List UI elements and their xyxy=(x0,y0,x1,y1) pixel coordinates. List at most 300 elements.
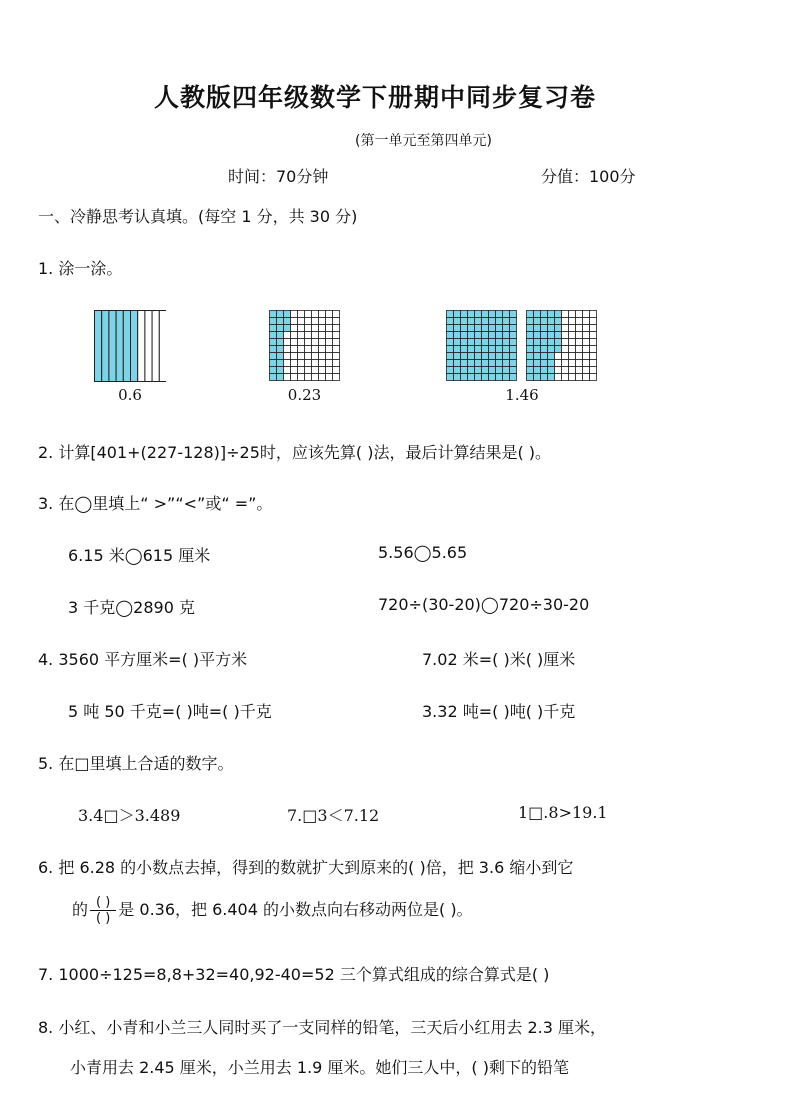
grid-cell xyxy=(489,339,496,346)
grid-cell xyxy=(569,374,576,381)
grid-cell xyxy=(333,367,340,374)
grid-cell xyxy=(583,374,590,381)
grid-cell xyxy=(475,339,482,346)
grid-cell xyxy=(461,374,468,381)
grid-cell xyxy=(548,311,555,318)
question-6-line-1: 6. 把 6.28 的小数点去掉，得到的数就扩大到原来的( )倍，把 3.6 缩小到它 xyxy=(38,858,574,877)
grid-cell xyxy=(270,311,277,318)
grid-cell xyxy=(541,339,548,346)
grid-cell xyxy=(548,346,555,353)
grid-cell xyxy=(319,367,326,374)
grid-cell xyxy=(590,353,597,360)
grid-cell xyxy=(319,353,326,360)
grid-cell xyxy=(555,374,562,381)
grid-cell xyxy=(555,325,562,332)
grid-cell xyxy=(291,332,298,339)
grid-cell xyxy=(461,339,468,346)
grid-cell xyxy=(468,360,475,367)
grid-cell xyxy=(291,311,298,318)
grid-cell xyxy=(583,318,590,325)
fraction-figure-0-6 xyxy=(94,310,166,382)
grid-cell xyxy=(475,346,482,353)
grid-cell xyxy=(284,374,291,381)
grid-cell xyxy=(583,360,590,367)
grid-cell xyxy=(548,339,555,346)
grid-cell xyxy=(489,318,496,325)
grid-cell xyxy=(284,367,291,374)
grid-cell xyxy=(326,318,333,325)
grid-cell xyxy=(312,332,319,339)
grid-cell xyxy=(590,367,597,374)
grid-cell xyxy=(590,346,597,353)
grid-cell xyxy=(312,367,319,374)
grid-cell xyxy=(534,374,541,381)
grid-cell xyxy=(333,332,340,339)
grid-cell xyxy=(590,325,597,332)
grid-cell xyxy=(298,360,305,367)
grid-cell xyxy=(496,353,503,360)
grid-cell xyxy=(482,339,489,346)
question-8-line-1: 8. 小红、小青和小兰三人同时买了一支同样的铅笔，三天后小红用去 2.3 厘米， xyxy=(38,1018,606,1037)
grid-cell xyxy=(454,374,461,381)
grid-cell xyxy=(461,318,468,325)
grid-cell xyxy=(270,353,277,360)
question-6-line-2 xyxy=(72,895,473,926)
grid-cell xyxy=(270,346,277,353)
grid-cell xyxy=(319,346,326,353)
grid-cell xyxy=(284,318,291,325)
grid-cell xyxy=(333,325,340,332)
fraction-figure-1-46 xyxy=(446,310,598,381)
grid-cell xyxy=(534,367,541,374)
question-3a: 6.15 米◯615 厘米 xyxy=(68,546,211,565)
fraction-numerator: ( ) xyxy=(90,895,116,911)
grid-cell xyxy=(305,367,312,374)
grid-cell xyxy=(482,346,489,353)
question-4a: 4. 3560 平方厘米=( )平方米 xyxy=(38,650,248,669)
grid-cell xyxy=(454,367,461,374)
grid-cell xyxy=(527,360,534,367)
grid-cell xyxy=(298,325,305,332)
fraction-figure-0-23 xyxy=(269,310,340,381)
strip-cell xyxy=(159,311,166,382)
grid-cell xyxy=(277,367,284,374)
grid-cell xyxy=(461,346,468,353)
grid-cell xyxy=(534,339,541,346)
grid-cell xyxy=(326,325,333,332)
grid-cell xyxy=(319,325,326,332)
grid-cell xyxy=(468,311,475,318)
grid-cell xyxy=(298,374,305,381)
grid-cell xyxy=(312,311,319,318)
grid-cell xyxy=(510,346,517,353)
page-title: 人教版四年级数学下册期中同步复习卷 xyxy=(153,83,596,112)
grid-cell xyxy=(576,318,583,325)
grid-cell xyxy=(569,346,576,353)
grid-cell xyxy=(583,353,590,360)
grid-cell xyxy=(534,360,541,367)
grid-cell xyxy=(496,360,503,367)
grid-cell xyxy=(305,353,312,360)
grid-cell xyxy=(305,360,312,367)
grid-cell xyxy=(447,339,454,346)
grid-cell xyxy=(468,353,475,360)
grid-cell xyxy=(312,374,319,381)
grid-cell xyxy=(576,311,583,318)
grid-cell xyxy=(583,339,590,346)
grid-cell xyxy=(510,367,517,374)
grid-cell xyxy=(548,367,555,374)
grid-cell xyxy=(510,318,517,325)
grid-cell xyxy=(555,339,562,346)
grid-cell xyxy=(583,332,590,339)
grid-cell xyxy=(555,318,562,325)
question-2: 2. 计算[401+(227-128)]÷25时，应该先算( )法，最后计算结果是( )。 xyxy=(38,443,552,462)
grid-cell xyxy=(534,353,541,360)
grid-cell xyxy=(333,318,340,325)
strip-cell xyxy=(145,311,152,382)
grid-cell xyxy=(447,325,454,332)
grid-cell xyxy=(576,332,583,339)
grid-cell xyxy=(454,311,461,318)
grid-cell xyxy=(496,339,503,346)
grid-cell xyxy=(270,332,277,339)
grid-cell xyxy=(583,311,590,318)
grid-cell xyxy=(312,353,319,360)
grid-cell xyxy=(496,332,503,339)
question-5c: 1□.8>19.1 xyxy=(518,803,608,822)
question-5a: 3.4□＞3.489 xyxy=(78,806,181,825)
grid-cell xyxy=(569,332,576,339)
grid-cell xyxy=(527,325,534,332)
grid-cell xyxy=(510,339,517,346)
grid-cell xyxy=(454,318,461,325)
grid-cell xyxy=(555,360,562,367)
grid-cell xyxy=(319,374,326,381)
grid-cell xyxy=(489,346,496,353)
grid-cell xyxy=(284,346,291,353)
grid-cell xyxy=(270,325,277,332)
grid-cell xyxy=(590,374,597,381)
grid-cell xyxy=(503,311,510,318)
grid-cell xyxy=(291,339,298,346)
grid-cell xyxy=(461,367,468,374)
grid-cell xyxy=(447,360,454,367)
grid-cell xyxy=(447,346,454,353)
grid-cell xyxy=(461,311,468,318)
grid-cell xyxy=(590,339,597,346)
grid-cell xyxy=(583,367,590,374)
grid-cell xyxy=(447,332,454,339)
grid-cell xyxy=(468,374,475,381)
grid-cell xyxy=(461,325,468,332)
figure-caption-0-6: 0.6 xyxy=(118,386,142,404)
grid-cell xyxy=(482,325,489,332)
grid-cell xyxy=(475,374,482,381)
grid-cell xyxy=(326,339,333,346)
strip-cell xyxy=(131,311,138,382)
grid-cell xyxy=(475,325,482,332)
grid-cell xyxy=(468,318,475,325)
grid-cell xyxy=(503,360,510,367)
grid-cell xyxy=(305,374,312,381)
fraction-denominator: ( ) xyxy=(96,911,111,926)
grid-cell xyxy=(482,332,489,339)
grid-cell xyxy=(482,318,489,325)
grid-cell xyxy=(482,353,489,360)
grid-cell xyxy=(270,318,277,325)
grid-cell xyxy=(562,325,569,332)
grid-cell xyxy=(284,339,291,346)
grid-cell xyxy=(277,339,284,346)
grid-cell xyxy=(541,318,548,325)
grid-cell xyxy=(510,325,517,332)
grid-cell xyxy=(555,367,562,374)
grid-cell xyxy=(548,374,555,381)
strip-cell xyxy=(102,311,109,382)
strip-cell xyxy=(152,311,159,382)
grid-cell xyxy=(305,325,312,332)
score-label: 分值：100分 xyxy=(541,167,636,186)
grid-cell xyxy=(305,332,312,339)
question-3: 3. 在◯里填上“ >”“<”或“ =”。 xyxy=(38,494,273,513)
grid-cell xyxy=(555,311,562,318)
grid-cell xyxy=(277,332,284,339)
question-6-suffix: 是 0.36，把 6.404 的小数点向右移动两位是( )。 xyxy=(118,900,473,919)
question-4d: 3.32 吨=( )吨( )千克 xyxy=(422,702,576,721)
grid-cell xyxy=(562,367,569,374)
question-6-prefix: 的 xyxy=(72,900,89,919)
grid-cell xyxy=(534,318,541,325)
grid-cell xyxy=(489,332,496,339)
grid-cell xyxy=(569,353,576,360)
grid-cell xyxy=(454,332,461,339)
grid-cell xyxy=(468,325,475,332)
grid-cell xyxy=(489,367,496,374)
grid-cell xyxy=(510,360,517,367)
grid-cell xyxy=(291,360,298,367)
grid-cell xyxy=(277,353,284,360)
grid-cell xyxy=(291,374,298,381)
grid-cell xyxy=(569,325,576,332)
grid-cell xyxy=(527,374,534,381)
grid-cell xyxy=(503,346,510,353)
grid-cell xyxy=(291,367,298,374)
grid-cell xyxy=(270,339,277,346)
grid-cell xyxy=(333,374,340,381)
grid-cell xyxy=(312,318,319,325)
question-5: 5. 在□里填上合适的数字。 xyxy=(38,754,234,773)
strip-cell xyxy=(123,311,130,382)
grid-cell xyxy=(534,325,541,332)
grid-cell xyxy=(562,353,569,360)
grid-cell xyxy=(326,360,333,367)
grid-cell xyxy=(277,318,284,325)
grid-cell xyxy=(489,353,496,360)
time-label: 时间：70分钟 xyxy=(228,167,329,186)
grid-cell xyxy=(454,339,461,346)
grid-cell xyxy=(496,346,503,353)
grid-cell xyxy=(590,318,597,325)
grid-cell xyxy=(454,360,461,367)
grid-cell xyxy=(562,339,569,346)
grid-cell xyxy=(475,353,482,360)
grid-cell xyxy=(569,318,576,325)
grid-cell xyxy=(326,311,333,318)
grid-cell xyxy=(298,367,305,374)
grid-cell xyxy=(503,367,510,374)
grid-cell xyxy=(496,325,503,332)
question-8-line-2: 小青用去 2.45 厘米，小兰用去 1.9 厘米。她们三人中，( )剩下的铅笔 xyxy=(70,1058,569,1077)
grid-cell xyxy=(475,318,482,325)
blank-fraction xyxy=(90,895,116,926)
grid-cell xyxy=(562,346,569,353)
question-5b: 7.□3＜7.12 xyxy=(287,806,380,825)
grid-cell xyxy=(503,353,510,360)
grid-cell xyxy=(562,332,569,339)
grid-cell xyxy=(569,311,576,318)
grid-cell xyxy=(527,339,534,346)
grid-cell xyxy=(270,360,277,367)
grid-cell xyxy=(284,353,291,360)
strip-cell xyxy=(95,311,102,382)
grid-cell xyxy=(510,353,517,360)
page-subtitle: (第一单元至第四单元) xyxy=(355,133,492,149)
grid-cell xyxy=(298,311,305,318)
question-1: 1. 涂一涂。 xyxy=(38,259,123,278)
grid-cell xyxy=(312,339,319,346)
grid-cell xyxy=(510,311,517,318)
question-7: 7. 1000÷125=8,8+32=40,92-40=52 三个算式组成的综合算式是( ) xyxy=(38,965,550,984)
grid-cell xyxy=(503,325,510,332)
strip-cell xyxy=(116,311,123,382)
grid-cell xyxy=(482,311,489,318)
grid-cell xyxy=(277,325,284,332)
grid-cell xyxy=(319,339,326,346)
grid-cell xyxy=(555,346,562,353)
grid-cell xyxy=(475,367,482,374)
grid-cell xyxy=(548,353,555,360)
grid-cell xyxy=(270,374,277,381)
grid-cell xyxy=(541,311,548,318)
grid-cell xyxy=(298,332,305,339)
grid-cell xyxy=(583,325,590,332)
question-3c: 3 千克◯2890 克 xyxy=(68,598,195,617)
grid-cell xyxy=(461,353,468,360)
grid-cell xyxy=(503,374,510,381)
question-4b: 7.02 米=( )米( )厘米 xyxy=(422,650,576,669)
question-3d: 720÷(30-20)◯720÷30-20 xyxy=(378,595,590,614)
grid-cell xyxy=(496,318,503,325)
question-3b: 5.56◯5.65 xyxy=(378,543,468,562)
grid-cell xyxy=(496,374,503,381)
grid-cell xyxy=(298,353,305,360)
grid-cell xyxy=(326,332,333,339)
grid-cell xyxy=(312,325,319,332)
grid-cell xyxy=(291,318,298,325)
grid-cell xyxy=(534,311,541,318)
grid-cell xyxy=(277,360,284,367)
grid-cell xyxy=(510,374,517,381)
grid-cell xyxy=(527,353,534,360)
grid-cell xyxy=(534,346,541,353)
grid-cell xyxy=(489,311,496,318)
grid-cell xyxy=(576,325,583,332)
grid-cell xyxy=(555,332,562,339)
grid-cell xyxy=(468,367,475,374)
section-1-heading: 一、冷静思考认真填。(每空 1 分，共 30 分) xyxy=(38,207,358,226)
grid-cell xyxy=(534,332,541,339)
question-4c: 5 吨 50 千克=( )吨=( )千克 xyxy=(68,702,272,721)
grid-cell xyxy=(291,346,298,353)
grid-cell xyxy=(461,332,468,339)
grid-cell xyxy=(475,360,482,367)
grid-cell xyxy=(454,346,461,353)
grid-cell xyxy=(284,360,291,367)
grid-cell xyxy=(503,339,510,346)
grid-cell xyxy=(489,360,496,367)
grid-cell xyxy=(576,360,583,367)
grid-cell xyxy=(326,346,333,353)
grid-cell xyxy=(284,332,291,339)
grid-cell xyxy=(461,360,468,367)
grid-cell xyxy=(576,367,583,374)
grid-cell xyxy=(576,339,583,346)
grid-cell xyxy=(319,360,326,367)
grid-cell xyxy=(447,311,454,318)
grid-cell xyxy=(569,367,576,374)
grid-cell xyxy=(326,367,333,374)
grid-cell xyxy=(475,311,482,318)
grid-cell xyxy=(277,311,284,318)
grid-cell xyxy=(333,353,340,360)
grid-cell xyxy=(305,318,312,325)
grid-cell xyxy=(333,311,340,318)
grid-cell xyxy=(590,360,597,367)
grid-cell xyxy=(277,346,284,353)
grid-cell xyxy=(548,318,555,325)
grid-cell xyxy=(541,374,548,381)
grid-cell xyxy=(562,360,569,367)
grid-cell xyxy=(548,325,555,332)
grid-cell xyxy=(482,367,489,374)
grid-cell xyxy=(333,346,340,353)
grid-cell xyxy=(562,311,569,318)
grid-cell xyxy=(489,325,496,332)
grid-cell xyxy=(447,374,454,381)
grid-cell xyxy=(291,353,298,360)
grid-cell xyxy=(541,325,548,332)
grid-cell xyxy=(527,346,534,353)
grid-cell xyxy=(298,318,305,325)
grid-cell xyxy=(527,332,534,339)
strip-cell xyxy=(109,311,116,382)
grid-cell xyxy=(527,311,534,318)
grid-cell xyxy=(454,325,461,332)
grid-cell xyxy=(475,332,482,339)
grid-cell xyxy=(576,346,583,353)
grid-cell xyxy=(482,360,489,367)
grid-cell xyxy=(284,311,291,318)
grid-cell xyxy=(590,332,597,339)
grid-cell xyxy=(305,311,312,318)
grid-cell xyxy=(326,374,333,381)
grid-cell xyxy=(270,367,277,374)
grid-cell xyxy=(541,353,548,360)
grid-cell xyxy=(510,332,517,339)
figure-caption-0-23: 0.23 xyxy=(287,386,322,404)
grid-cell xyxy=(541,332,548,339)
